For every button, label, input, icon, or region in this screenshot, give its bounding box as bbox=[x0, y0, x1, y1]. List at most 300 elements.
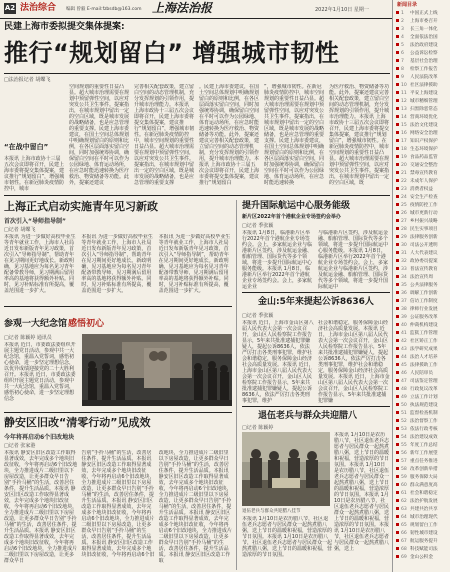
sidebar-item-number: 58 bbox=[401, 467, 407, 472]
sidebar-item-label: 平安上海建设 bbox=[410, 91, 438, 96]
bullet-icon bbox=[396, 27, 399, 30]
bullet-icon bbox=[396, 483, 399, 486]
sidebar-item-label: 司法鉴定管理 bbox=[410, 379, 438, 384]
story5-columns bbox=[242, 320, 390, 404]
sidebar-item-label: 中国正式上线 bbox=[410, 11, 438, 16]
sidebar-item-label: 立法工作计划 bbox=[410, 395, 438, 400]
sidebar-item-label: 社区矫正工作 bbox=[410, 339, 438, 344]
sidebar-list-item[interactable] bbox=[396, 386, 450, 393]
sidebar-list-item[interactable] bbox=[396, 434, 450, 441]
bullet-icon bbox=[396, 139, 399, 142]
sidebar-item-label: 服务保障大局 bbox=[410, 475, 438, 480]
sidebar-list-item[interactable] bbox=[396, 250, 450, 257]
sidebar-list-item[interactable] bbox=[396, 322, 450, 329]
sidebar-list-item[interactable] bbox=[396, 10, 450, 17]
bullet-icon bbox=[396, 515, 399, 518]
sidebar-list-item[interactable] bbox=[396, 306, 450, 313]
sidebar-list-item[interactable] bbox=[396, 202, 450, 209]
sidebar-list-item[interactable] bbox=[396, 42, 450, 49]
bullet-icon bbox=[396, 243, 399, 246]
sidebar-list-item[interactable] bbox=[396, 210, 450, 217]
sidebar-list-item[interactable] bbox=[396, 514, 450, 521]
issue-date: 2022年1月10日 星期一 bbox=[315, 7, 369, 13]
text-column: 本报讯 近日，市委政法委组织开展主题党日活动，参观中共一大纪念馆，重温入党誓词，感悟初心使命，进一步坚定理想信念，以优异成绩迎接党的二十大胜利召开。本报讯 近日，市委政法委组织开展主题党日活动，参观中共一大纪念馆，重温入党誓词，感悟初心使命，进一步坚定理想信念 bbox=[4, 342, 76, 402]
story4-columns bbox=[242, 230, 390, 290]
page-header bbox=[0, 0, 392, 19]
sidebar-item-label: 人大代表建议 bbox=[410, 251, 438, 256]
bullet-icon bbox=[396, 107, 399, 110]
sidebar-item-number: 14 bbox=[401, 115, 407, 120]
story3-headline: 参观一大纪念馆 bbox=[4, 319, 68, 329]
sidebar-list bbox=[396, 10, 450, 570]
bullet-icon bbox=[396, 451, 399, 454]
lead-byline: □法治报记者 胡蝶飞 bbox=[4, 77, 51, 83]
sidebar-item-label: 长三角一体化 bbox=[410, 27, 438, 32]
sidebar-item-number: 24 bbox=[401, 195, 407, 200]
sidebar-item-label: 基层社会治理 bbox=[410, 59, 438, 64]
bullet-icon bbox=[396, 363, 399, 366]
sidebar-item-number: 31 bbox=[401, 251, 407, 256]
sidebar-list-item[interactable] bbox=[396, 82, 450, 89]
sidebar-list-item[interactable] bbox=[396, 114, 450, 121]
text-column: 空间规划的重要性日益凸显。超大城市治理需要在规划中预留弹性空间，以应对突发公共卫生事件。提案指出，在城市规划中留出一定的空白区域，既是城市发展的战略储备，也是应急管理的重要支撑。民建上海市委建议，在国土空间总体规划中明确规划留白的原则和比例，在各区层面落实留白空间，同时加强统筹协调，确保留白空间在平时可以作为公园绿地、体育运动场所，在应急时能迅速转换为医疗救治、物资储备等功能。此外，提案还建议 bbox=[69, 84, 130, 186]
sidebar-item-number: 40 bbox=[401, 323, 407, 328]
sidebar-list-item[interactable] bbox=[396, 266, 450, 273]
bullet-icon bbox=[396, 163, 399, 166]
sidebar-item-label: 法治宣传周 bbox=[410, 275, 433, 280]
story2-sub: 首次引入“导师指导制” bbox=[4, 218, 66, 225]
sidebar-item-label: 依法行政考核 bbox=[410, 427, 438, 432]
story3-columns bbox=[4, 342, 78, 404]
sidebar-list-item[interactable] bbox=[396, 474, 450, 481]
sidebar-item-number: 12 bbox=[401, 99, 407, 104]
sidebar-list-item[interactable] bbox=[396, 490, 450, 497]
lead-headline: 推行“规划留白” 增强城市韧性 bbox=[4, 39, 340, 67]
sidebar-list-item[interactable] bbox=[396, 146, 450, 153]
sidebar-item-number: 5 bbox=[401, 43, 404, 48]
sidebar-item-label: 监督检查机制 bbox=[410, 411, 438, 416]
bullet-icon bbox=[396, 403, 399, 406]
lead-text bbox=[4, 84, 390, 194]
sidebar-item-number: 29 bbox=[401, 235, 407, 240]
bullet-icon bbox=[396, 11, 399, 14]
sidebar-list-item[interactable] bbox=[396, 458, 450, 465]
story7-byline: □记者 张家港 bbox=[4, 443, 36, 449]
sidebar-item-label: 检察工作报告 bbox=[410, 67, 438, 72]
sidebar-list-item[interactable] bbox=[396, 154, 450, 161]
bullet-icon bbox=[396, 43, 399, 46]
bullet-icon bbox=[396, 387, 399, 390]
story4-byline: □记者 季张颖 bbox=[242, 223, 274, 229]
sidebar-item-number: 44 bbox=[401, 355, 407, 360]
sidebar-list-item[interactable] bbox=[396, 162, 450, 169]
sidebar-list-item[interactable] bbox=[396, 34, 450, 41]
story2-columns bbox=[4, 234, 232, 298]
bullet-icon bbox=[396, 251, 399, 254]
sidebar-item-number: 9 bbox=[401, 75, 404, 80]
sidebar-list-item[interactable] bbox=[396, 330, 450, 337]
lead-kicker: 民建上海市委拟提交集体提案: bbox=[4, 22, 125, 32]
story7-headline: 静安区旧改“清零行动”见成效 bbox=[4, 416, 151, 429]
sidebar-item-label: 网络安全治理 bbox=[410, 131, 438, 136]
sidebar-list-item[interactable] bbox=[396, 370, 450, 377]
bullet-icon bbox=[396, 315, 399, 318]
bullet-icon bbox=[396, 211, 399, 214]
bullet-icon bbox=[396, 155, 399, 158]
sidebar-item-number: 65 bbox=[401, 523, 407, 528]
sidebar-list-item[interactable] bbox=[396, 466, 450, 473]
text-column: ”，增强城市韧性。在新冠肺炎疫情防控中，城市空间规划的重要性日益凸显。超大城市治理需要在规划中预留弹性空间，以应对突发公共卫生事件。提案指出，在城市规划中留出一定的空白区域，既是城市发展的战略储备，也是应急管理的重要支撑。民建上海市委建议，在国土空间总体规划中明确规划留白的原则和比例，在各区层面落实留白空间，同时加强统筹协调，确保留白空间在平时可以作为公园绿地、体育运动场所，在应急时能迅速转换 bbox=[264, 84, 325, 186]
sidebar-item-number: 18 bbox=[401, 147, 407, 152]
story6-columns bbox=[334, 432, 390, 568]
sidebar-list-item[interactable] bbox=[396, 482, 450, 489]
sidebar-list-item[interactable] bbox=[396, 426, 450, 433]
story2-byline: □记者 胡蝶飞 bbox=[4, 227, 36, 233]
sidebar-item-label: 重点任务推进 bbox=[410, 459, 438, 464]
story5-rule bbox=[242, 292, 390, 293]
sidebar-list-item[interactable] bbox=[396, 338, 450, 345]
sidebar-item-number: 20 bbox=[401, 163, 407, 168]
sidebar-title: 新闻目录 bbox=[397, 2, 418, 8]
bullet-icon bbox=[396, 147, 399, 150]
sidebar-list-item[interactable] bbox=[396, 402, 450, 409]
sidebar-item-number: 32 bbox=[401, 259, 407, 264]
sidebar-item-label: 禁毒宣传教育 bbox=[410, 171, 438, 176]
sidebar-list-item[interactable] bbox=[396, 554, 450, 561]
sidebar-item-label: 律师行业发展 bbox=[410, 307, 438, 312]
bullet-icon bbox=[396, 379, 399, 382]
sidebar-item-number: 28 bbox=[401, 227, 407, 232]
story3-photo-caption: 感悟初心 bbox=[68, 319, 105, 329]
memorial-visit-photo bbox=[82, 334, 232, 406]
sidebar-item-label: 法治护航发展 bbox=[410, 499, 438, 504]
sidebar-item-label: 民生实事项目 bbox=[410, 227, 438, 232]
sidebar-item-number: 64 bbox=[401, 515, 407, 520]
sidebar-list-item[interactable] bbox=[396, 138, 450, 145]
sidebar-item-number: 11 bbox=[401, 91, 407, 96]
sidebar-list-item[interactable] bbox=[396, 290, 450, 297]
text-column: 本报讯 1月8日，临港新片区举行2022年首个港航企业专场签约会。会上，多家航运企业与临港新片区签约，涉及航运金融、船舶管理、国际货代等多个领域，将进一步提升国际航运中心服务能级。本报讯 1月8日，临港新片区举行2022年首个港航企业专场签约会。会上，多家航运企业 bbox=[242, 230, 313, 290]
sidebar-item-label: 规划留白工作 bbox=[410, 523, 438, 528]
sidebar-item-label: 城市更新行动 bbox=[410, 211, 438, 216]
sidebar-item-label: 营商环境优化 bbox=[410, 115, 438, 120]
sidebar-index bbox=[392, 0, 450, 572]
sidebar-item-label: 社会和谐稳定 bbox=[410, 491, 438, 496]
sidebar-item-number: 69 bbox=[401, 555, 407, 560]
sidebar-item-number: 17 bbox=[401, 139, 407, 144]
story7-rule bbox=[4, 412, 232, 413]
bullet-icon bbox=[396, 195, 399, 198]
sidebar-item-label: 行政复议改革 bbox=[410, 387, 438, 392]
sidebar-item-number: 55 bbox=[401, 443, 407, 448]
sidebar-item-label: 生态环境保护 bbox=[410, 147, 438, 152]
sidebar-item-number: 6 bbox=[401, 51, 404, 56]
bullet-icon bbox=[396, 19, 399, 22]
sidebar-list-item[interactable] bbox=[396, 274, 450, 281]
sidebar-item-number: 49 bbox=[401, 395, 407, 400]
bullet-icon bbox=[396, 523, 399, 526]
sidebar-item-number: 46 bbox=[401, 371, 407, 376]
text-column: 与临港新片区签约，涉及航运金融、船舶管理、国际货代等多个领域，将进一步提升国际航运中心服务能级。本报讯 1月8日，临港新片区举行2022年首个港航企业专场签约会。会上，多家航运企业与临港新片区签约，涉及航运金融、船舶管理、国际货代等多个领域，将进一步提升国际航运中 bbox=[318, 230, 389, 290]
sidebar-item-number: 50 bbox=[401, 403, 407, 408]
sidebar-item-label: 人民法院改革 bbox=[410, 75, 438, 80]
masthead-logo: 上海法治报 bbox=[152, 1, 213, 15]
sidebar-item-number: 45 bbox=[401, 363, 407, 368]
sidebar-item-label: 司法公开透明 bbox=[410, 243, 438, 248]
sidebar-item-label: 共建共治共享 bbox=[410, 507, 438, 512]
sidebar-item-number: 47 bbox=[401, 379, 407, 384]
sidebar-list-item[interactable] bbox=[396, 18, 450, 25]
sidebar-item-label: 食品药品监管 bbox=[410, 155, 438, 160]
sidebar-item-number: 54 bbox=[401, 435, 407, 440]
sidebar-item-number: 7 bbox=[401, 59, 404, 64]
sidebar-item-label: 新年工作展望 bbox=[410, 451, 438, 456]
sidebar-list-item[interactable] bbox=[396, 130, 450, 137]
sidebar-item-number: 16 bbox=[401, 131, 407, 136]
bullet-icon bbox=[396, 187, 399, 190]
text-column: 本报讯 为进一步做好高校毕业生等青年就业工作，上海市人社局近日发布新版青年见习政策，首次引入“导师指导制”，帮助青年在见习期间更好地成长。新政明确，见习基地应为每名见习青年配备带教导师，见习期满后留用率高的基地将获得额外补贴。同时，见习补贴标准有所提高，覆盖范围进一步扩大。 bbox=[81, 234, 153, 294]
sidebar-item-number: 2 bbox=[401, 19, 404, 24]
sidebar-list-item[interactable] bbox=[396, 346, 450, 353]
sidebar-list-item[interactable] bbox=[396, 354, 450, 361]
sidebar-list-item[interactable] bbox=[396, 186, 450, 193]
sidebar-list-item[interactable] bbox=[396, 66, 450, 73]
sidebar-list-item[interactable] bbox=[396, 26, 450, 33]
text-column: 完善相关配套政策，建立留白空间的动态管理机制，充分发挥规划的引领作用，提升城市治理能力。本报讯 上海市政协十三届五次会议即将召开，民建上海市委将提交集体提案，建议推行“规划留白”，增强城市韧性。在新冠肺炎疫情防控中，城市空间规划的重要性日益凸显。超大城市治理需要在规划中预留弹性空间，以应对突发公共卫生事件。提案指出，在城市规划中留出一定的空白区域，既是城市发展的战略储备，也是应急管理的重要支撑 bbox=[134, 84, 195, 186]
lead-rule bbox=[4, 73, 390, 74]
sidebar-list-item[interactable] bbox=[396, 122, 450, 129]
sidebar-item-label: 韧性城市建设 bbox=[410, 531, 438, 536]
sidebar-item-number: 25 bbox=[401, 203, 407, 208]
bullet-icon bbox=[396, 75, 399, 78]
sidebar-item-number: 34 bbox=[401, 275, 407, 280]
bullet-icon bbox=[396, 507, 399, 510]
sidebar-item-label: 未成年人保护 bbox=[410, 179, 438, 184]
sidebar-list-item[interactable] bbox=[396, 234, 450, 241]
bullet-icon bbox=[396, 259, 399, 262]
sidebar-item-number: 22 bbox=[401, 179, 407, 184]
sidebar-item-label: 人民陪审员 bbox=[410, 371, 433, 376]
sidebar-item-number: 43 bbox=[401, 347, 407, 352]
col-divider bbox=[236, 200, 237, 570]
story6-rule bbox=[242, 406, 390, 407]
sidebar-item-label: 法治政府建设 bbox=[410, 43, 438, 48]
sidebar-item-label: 法治文化建设 bbox=[410, 123, 438, 128]
sidebar-list-item[interactable] bbox=[396, 418, 450, 425]
sidebar-list-item[interactable] bbox=[396, 442, 450, 449]
bullet-icon bbox=[396, 267, 399, 270]
sidebar-list-item[interactable] bbox=[396, 498, 450, 505]
sidebar-item-number: 21 bbox=[401, 171, 407, 176]
sidebar-item-label: 科技赋能司法 bbox=[410, 547, 438, 552]
sidebar-list-item[interactable] bbox=[396, 314, 450, 321]
sidebar-item-label: 全面依法治国 bbox=[410, 35, 438, 40]
sidebar-item-number: 8 bbox=[401, 67, 404, 72]
sidebar-list-item[interactable] bbox=[396, 298, 450, 305]
story2-headline: 上海正式启动实施青年见习新政 bbox=[4, 200, 158, 213]
sidebar-item-label: 政协委员提案 bbox=[410, 259, 438, 264]
sidebar-item-number: 52 bbox=[401, 419, 407, 424]
sidebar-item-label: 公益诉讼检察 bbox=[410, 51, 438, 56]
bullet-icon bbox=[396, 555, 399, 558]
sidebar-item-label: 公共法律服务 bbox=[410, 283, 438, 288]
bullet-icon bbox=[396, 347, 399, 350]
sidebar-list-item[interactable] bbox=[396, 378, 450, 385]
bullet-icon bbox=[396, 291, 399, 294]
sidebar-item-label: 金山公积金 bbox=[410, 555, 433, 560]
sidebar-item-number: 63 bbox=[401, 507, 407, 512]
sidebar-list-item[interactable] bbox=[396, 218, 450, 225]
sidebar-item-label: 安全生产检查 bbox=[410, 195, 438, 200]
veterans-photo bbox=[242, 432, 330, 506]
sidebar-list-item[interactable] bbox=[396, 242, 450, 249]
lead-bottom-rule bbox=[4, 195, 390, 196]
bullet-icon bbox=[396, 355, 399, 358]
story3-byline: □记者 陈颖婷 通讯员 bbox=[4, 335, 52, 341]
sidebar-item-number: 66 bbox=[401, 531, 407, 536]
sidebar-item-label: 仲裁机构建设 bbox=[410, 323, 438, 328]
bullet-icon bbox=[396, 179, 399, 182]
sidebar-list-item[interactable] bbox=[396, 50, 450, 57]
sidebar-item-number: 37 bbox=[401, 299, 407, 304]
bullet-icon bbox=[396, 459, 399, 462]
sidebar-list-item[interactable] bbox=[396, 522, 450, 529]
sidebar-item-number: 19 bbox=[401, 155, 407, 160]
story6-byline: □记者 陈颖婷 bbox=[242, 425, 274, 431]
story6-headline: 退伍老兵与群众共迎腊八 bbox=[258, 411, 358, 421]
sidebar-item-label: 扫黑除恶常态 bbox=[410, 107, 438, 112]
sidebar-item-label: 知识产权保护 bbox=[410, 139, 438, 144]
bullet-icon bbox=[396, 203, 399, 206]
bullet-icon bbox=[396, 411, 399, 414]
sidebar-item-label: 改革创新举措 bbox=[410, 467, 438, 472]
sidebar-list-item[interactable] bbox=[396, 194, 450, 201]
sidebar-item-number: 33 bbox=[401, 267, 407, 272]
sidebar-item-number: 38 bbox=[401, 307, 407, 312]
text-column: 告别“手拎马桶”的生活，改善居住条件，提升生活品质。本报讯 静安区旧区改造工作取得显著成效，去年完成多个地块旧改征收，今年将再启动6个旧改地块，全力推进成片二级旧里以下房屋改造，让更多群众早日告别“手拎马桶”的生活，改善居住条件，提升生活品质。本报讯 静安区旧区改造工作取得显著成效，去年完成多个地块旧改征收，今年将再启动6个旧改地块，全力推进成片二级旧里以下房屋改造，让更多群众早日告别“手拎马桶”的生活，改善居住条件，提升生活品质。本报讯 静安区旧区改造工作取得显著成效，去年完成多个地块旧改征收，今年将再启动6个旧 bbox=[81, 450, 155, 558]
lead-quote: “在战中留白” bbox=[4, 143, 49, 151]
lead-columns bbox=[4, 84, 390, 194]
bullet-icon bbox=[396, 419, 399, 422]
bullet-icon bbox=[396, 99, 399, 102]
bullet-icon bbox=[396, 219, 399, 222]
bullet-icon bbox=[396, 499, 399, 502]
bullet-icon bbox=[396, 91, 399, 94]
sidebar-item-label: 法治人才培养 bbox=[410, 355, 438, 360]
text-column: 本报讯 静安区旧区改造工作取得显著成效，去年完成多个地块旧改征收，今年将再启动6个旧改地块，全力推进成片二级旧里以下房屋改造，让更多群众早日告别“手拎马桶”的生活，改善居住条件，提升生活品质。本报讯 静安区旧区改造工作取得显著成效，去年完成多个地块旧改征收，今年将再启动6个旧改地块，全力推进成片二级旧里以下房屋改造，让更多群众早日告别“手拎马桶”的生活，改善居住条件，提升生活品质。本报讯 静安区旧区改造工作取得显著成效，去年完成多个地块旧改征收，今年将再启动6个旧改地块，全力推进成片二级旧里以下房屋改造，让更多群众早日 bbox=[4, 450, 78, 564]
bullet-icon bbox=[396, 491, 399, 494]
sidebar-item-number: 59 bbox=[401, 475, 407, 480]
sidebar-item-number: 30 bbox=[401, 243, 407, 248]
sidebar-list-item[interactable] bbox=[396, 450, 450, 457]
bullet-icon bbox=[396, 115, 399, 118]
sidebar-list-item[interactable] bbox=[396, 258, 450, 265]
sidebar-item-number: 4 bbox=[401, 35, 404, 40]
story4-sub: 新片区2022年首个港航企业专场签约会举办 bbox=[242, 214, 341, 220]
bullet-icon bbox=[396, 331, 399, 334]
sidebar-item-number: 56 bbox=[401, 451, 407, 456]
text-column: 为医疗救治、物资储备等功能。此外，提案还建议完善相关配套政策，建立留白空间的动态管理机制，充分发挥规划的引领作用，提升城市治理能力。本报讯 上海市政协十三届五次会议即将召开，民建上海市委将提交集体提案，建议推行“规划留白”，增强城市韧性。在新冠肺炎疫情防控中，城市空间规划的重要性日益凸显。超大城市治理需要在规划中预留弹性空间，以应对突发公共卫生事件。提案指出，在城市规划中留出一定的空白区域，既 bbox=[329, 84, 390, 186]
sidebar-list-item[interactable] bbox=[396, 98, 450, 105]
sidebar-item-number: 68 bbox=[401, 547, 407, 552]
sidebar-item-number: 15 bbox=[401, 123, 407, 128]
sidebar-item-label: 群众满意度高 bbox=[410, 483, 438, 488]
text-column: 本报讯 为进一步做好高校毕业生等青年就业工作，上海市人社局近日发布新版青年见习政策，首次引入“导师指导制”，帮助青年在见习期间更好地成长。新政明确，见习基地应为每名见习青年配备带教导师，见习期满后留用率高的基地将获得额外补贴。同时，见习补贴标准有所提高，覆盖范围进一步扩大。 bbox=[4, 234, 76, 294]
bullet-icon bbox=[396, 427, 399, 430]
sidebar-item-number: 1 bbox=[401, 11, 404, 16]
bullet-icon bbox=[396, 227, 399, 230]
sidebar-item-label: 年度工作总结 bbox=[410, 443, 438, 448]
sidebar-list-item[interactable] bbox=[396, 530, 450, 537]
sidebar-item-label: 公证服务改革 bbox=[410, 315, 438, 320]
sidebar-list-item[interactable] bbox=[396, 74, 450, 81]
sidebar-item-number: 39 bbox=[401, 315, 407, 320]
story6-bottom-text bbox=[242, 516, 332, 568]
sidebar-item-label: 疫情防控工作 bbox=[410, 203, 438, 208]
story7-sub: 今年将再启动6个旧改地块 bbox=[4, 434, 75, 441]
sidebar-item-number: 51 bbox=[401, 411, 407, 416]
bullet-icon bbox=[396, 171, 399, 174]
sidebar-item-number: 67 bbox=[401, 539, 407, 544]
sidebar-item-label: 法治建设成效 bbox=[410, 435, 438, 440]
sidebar-list-item[interactable] bbox=[396, 362, 450, 369]
bullet-icon bbox=[396, 83, 399, 86]
story5-byline: □记者 季张颖 bbox=[242, 313, 274, 319]
sidebar-list-item[interactable] bbox=[396, 170, 450, 177]
sidebar-item-label: 法律援助工作 bbox=[410, 363, 438, 368]
bullet-icon bbox=[396, 131, 399, 134]
sidebar-item-number: 62 bbox=[401, 499, 407, 504]
sidebar-list-item[interactable] bbox=[396, 282, 450, 289]
sidebar-item-label: 城市精细管理 bbox=[410, 99, 438, 104]
sidebar-list-item[interactable] bbox=[396, 410, 450, 417]
sidebar-list-item[interactable] bbox=[396, 90, 450, 97]
sidebar-item-label: 执法规范建设 bbox=[410, 403, 438, 408]
sidebar-item-number: 36 bbox=[401, 291, 407, 296]
sidebar-list-item[interactable] bbox=[396, 58, 450, 65]
text-column: 本报讯 近日，上海市金山区第八届人民代表大会第一次会议召开，金山区人民检察院工作报告显示，5年来共批准逮捕犯罪嫌疑人，提起公诉8636人，依法严厉打击各类刑事犯罪，维护社会和谐稳定，服务保障金山经济社会高质量发展。本报讯 近日，上海市金山区第八届人民代表大会第一次会议召开，金山区人民检察院工作报告显示，5年来共批准逮捕犯罪嫌疑人，提起公诉8636人，依法严厉打击各类刑事犯罪，维护 bbox=[242, 320, 314, 404]
bullet-icon bbox=[396, 547, 399, 550]
sidebar-item-number: 61 bbox=[401, 491, 407, 496]
text-column: 本报讯 上海市政协十三届五次会议即将召开，民建上海市委将提交集体提案，建议推行“规划留白”，增强城市韧性。在新冠肺炎疫情防控中，城市 bbox=[4, 156, 65, 192]
bullet-icon bbox=[396, 475, 399, 478]
sidebar-item-label: 社区法律援助 bbox=[410, 83, 438, 88]
sidebar-list-item[interactable] bbox=[396, 546, 450, 553]
sidebar-item-label: 法治督察工作 bbox=[410, 419, 438, 424]
sidebar-item-label: 城市治理现代 bbox=[410, 515, 438, 520]
memorial-photo-art bbox=[82, 334, 232, 406]
bullet-icon bbox=[396, 299, 399, 302]
bullet-icon bbox=[396, 539, 399, 542]
sidebar-item-label: 航运服务提升 bbox=[410, 539, 438, 544]
sidebar-list-item[interactable] bbox=[396, 538, 450, 545]
story5-headline: 金山:5年来提起公诉8636人 bbox=[258, 297, 374, 307]
sidebar-item-number: 27 bbox=[401, 219, 407, 224]
sidebar-item-number: 10 bbox=[401, 83, 407, 88]
story3-rule bbox=[4, 306, 232, 307]
sidebar-item-label: 消费者权益 bbox=[410, 187, 433, 192]
sidebar-item-label: 监狱工作管理 bbox=[410, 331, 438, 336]
sidebar-list-item[interactable] bbox=[396, 178, 450, 185]
sidebar-list-item[interactable] bbox=[396, 106, 450, 113]
sidebar-item-number: 53 bbox=[401, 427, 407, 432]
page-number-badge: A2 bbox=[4, 4, 16, 12]
sidebar-list-item[interactable] bbox=[396, 506, 450, 513]
sidebar-list-item[interactable] bbox=[396, 394, 450, 401]
sidebar-list-item[interactable] bbox=[396, 226, 450, 233]
sidebar-item-number: 60 bbox=[401, 483, 407, 488]
bullet-icon bbox=[396, 67, 399, 70]
